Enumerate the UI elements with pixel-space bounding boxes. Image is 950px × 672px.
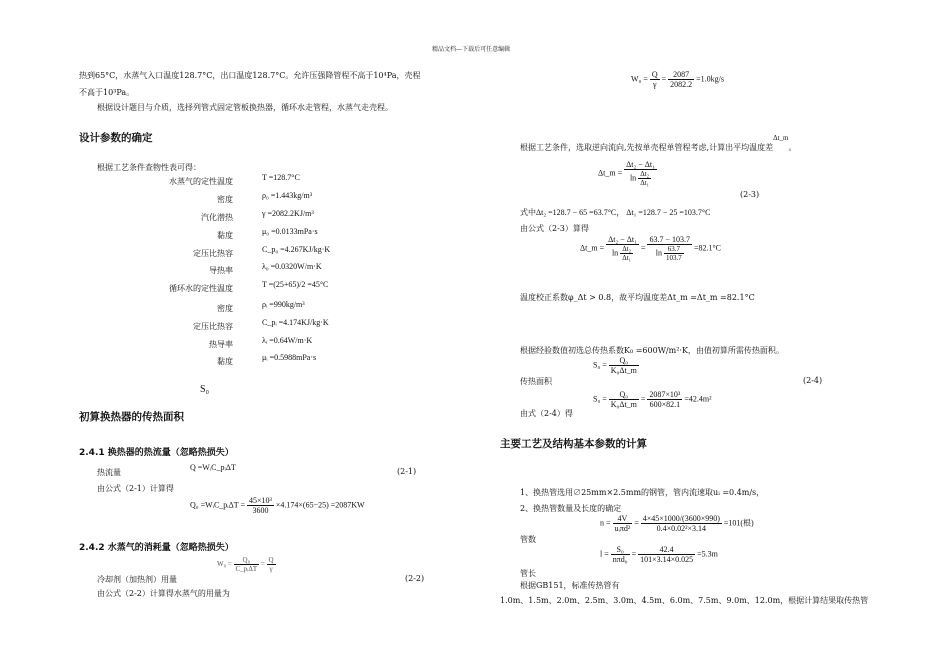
tube-length-label: 管长 — [520, 569, 536, 578]
correction-factor-line: 温度校正系数φ_Δt > 0.8，故平均温度差Δt_m =Δt_m =82.1°C — [520, 293, 755, 302]
equation-number-2-2: (2-2) — [405, 574, 425, 583]
property-value: C_p₀ =4.267KJ/kg·K — [262, 245, 331, 254]
tube-length-formula: l = $\frac{\text{S₀}}{\text{nπd₀}}$ = $\frac{42.4}{101\times 3.14\times 0.025}$ =5.3m — [600, 545, 718, 564]
area-formula: S₀ = $\frac{\text{Q₀}}{\text{K₀Δt\_m}}$ — [593, 356, 637, 375]
subsection-2-4-1: 2.4.1 换热器的热流量（忽略热损失） — [79, 448, 234, 458]
subsection-2-4-2: 2.4.2 水蒸气的消耗量（忽略热损失） — [79, 543, 234, 553]
section-heading-main-params: 主要工艺及结构基本参数的计算 — [500, 438, 647, 450]
property-value: T =128.7°C — [262, 173, 300, 182]
heat-flow-result: Q₀ =WᵢC_pᵢΔT = $\frac{\text{45×10³}}{3600}$ ×4.174×(65−25) =2087KW — [190, 496, 365, 515]
tube-count-formula: n = $\frac{4V}{\text{uᵢπd²}}$ = $\frac{4\times 45\times 1000/(3600\times 990)}{\text{0.4×0.02²×3.14}}$ =101(根) — [600, 514, 754, 533]
section-heading-area: 初算换热器的传热面积 — [79, 411, 184, 423]
equation-number-2-1: (2-1) — [397, 467, 417, 476]
item-1: 1、换热管选用∅25mm×2.5mm的钢管，管内流速取uᵢ =0.4m/s， — [520, 488, 765, 497]
property-label: 导热率 — [209, 266, 233, 275]
lmtd-intro: 根据工艺条件，选取逆向流向,先按单壳程单管程考虑,计算出平均温度差Δt_m。 — [520, 134, 797, 152]
property-label: 汽化潜热 — [201, 213, 233, 222]
props-intro: 根据工艺条件查物性表可得： — [97, 163, 201, 172]
intro-line-2: 不高于10³Pa。 — [79, 88, 135, 97]
gb151-line: 根据GB151，标准传热管有 — [520, 581, 620, 590]
calc-2-2-label: 由公式（2-2）计算得水蒸气的用量为 — [97, 589, 230, 598]
steam-usage-formula: W₀ = $\frac{\text{Q₀}}{\text{C\_pᵢΔT}}$ = $\frac{Q}{\gamma}$ — [217, 556, 274, 573]
property-label: 密度 — [217, 304, 233, 313]
equation-number-2-3: (2-3) — [740, 190, 760, 199]
intro-line-1: 热到65°C，水蒸气入口温度128.7°C，出口温度128.7°C。允许压强降管程不高于10⁴Pa，壳程 — [79, 71, 421, 80]
initial-k-line: 根据经验数值初选总传热系数K₀ =600W/m²·K，由值初算所需传热面积。 — [520, 346, 784, 355]
property-label: 定压比热容 — [193, 322, 233, 331]
property-label: 水蒸气的定性温度 — [169, 177, 233, 186]
calc-2-3-label: 由公式（2-3）算得 — [520, 224, 589, 233]
property-value: γ =2082.2KJ/m³ — [262, 209, 314, 218]
heatflow-formula: Q =WᵢC_pᵢΔT — [190, 463, 236, 472]
lmtd-formula: Δt_m = Δt₂ − Δt₁ ln $\frac{\text{Δt₂}}{\text{Δt₁}}$ — [598, 160, 655, 187]
property-label: 黏度 — [217, 357, 233, 366]
property-value: ρᵢ =990kg/m³ — [262, 300, 305, 309]
equation-number-2-4: (2-4) — [803, 376, 823, 385]
property-value: μᵢ =0.5988mPa·s — [262, 353, 317, 362]
property-label: 热导率 — [209, 340, 233, 349]
section-heading-params: 设计参数的确定 — [79, 132, 153, 144]
area-result: S₀ = $\frac{\text{Q₀}}{\text{K₀Δt\_m}}$ = $\frac{\text{2087×10³}}{600\times 82.1}$ =42.4m² — [593, 390, 712, 409]
delta-t-definitions: 式中Δt₂ =128.7 − 65 =63.7°C， Δt₁ =128.7 − 25 =103.7°C — [520, 208, 711, 217]
area-label: 传热面积 — [520, 377, 552, 386]
property-value: μ₀ =0.0133mPa·s — [262, 227, 318, 236]
page-header: 精品文档---下载后可任意编辑 — [432, 46, 511, 53]
calc-2-1-label: 由公式（2-1）计算得 — [97, 484, 174, 493]
property-value: λ₀ =0.0320W/m·K — [262, 262, 322, 271]
property-value: C_pᵢ =4.174KJ/kg·K — [262, 318, 329, 327]
item-2: 2、换热管数量及长度的确定 — [520, 504, 622, 513]
steam-flow-result: W₀ = $\frac{Q}{\gamma}$ = $\frac{2087}{2082.2}$ =1.0kg/s — [631, 70, 725, 89]
property-label: 黏度 — [217, 231, 233, 240]
tube-count-label: 管数 — [520, 535, 536, 544]
lmtd-result: Δt_m = Δt₂ − Δt₁ ln $\frac{\text{Δt₂}}{\text{Δt₁}}$ = 63.7 − 103.7 ln $\frac{63.7}{103.7}$ =82.1°C — [580, 235, 722, 262]
property-value: λᵢ =0.64W/m·K — [262, 336, 313, 345]
property-label: 循环水的定性温度 — [169, 284, 233, 293]
coolant-label: 冷却剂（加热剂）用量 — [97, 575, 177, 584]
s0-symbol: S₀ — [200, 384, 210, 395]
property-value: T =(25+65)/2 =45°C — [262, 280, 329, 289]
property-value: ρ₀ =1.443kg/m³ — [262, 191, 313, 200]
heatflow-label: 热流量 — [97, 468, 121, 477]
calc-2-4-label: 由式（2-4）得 — [520, 409, 573, 418]
intro-line-3: 根据设计题目与介质，选择列管式固定管板换热器，循环水走管程，水蒸气走壳程。 — [97, 103, 393, 112]
property-label: 密度 — [217, 195, 233, 204]
property-label: 定压比热容 — [193, 249, 233, 258]
standard-lengths-line: 1.0m、1.5m、2.0m、2.5m、3.0m、4.5m、6.0m、7.5m、9.0m、12.0m，根据计算结果取传热管 — [500, 596, 869, 605]
